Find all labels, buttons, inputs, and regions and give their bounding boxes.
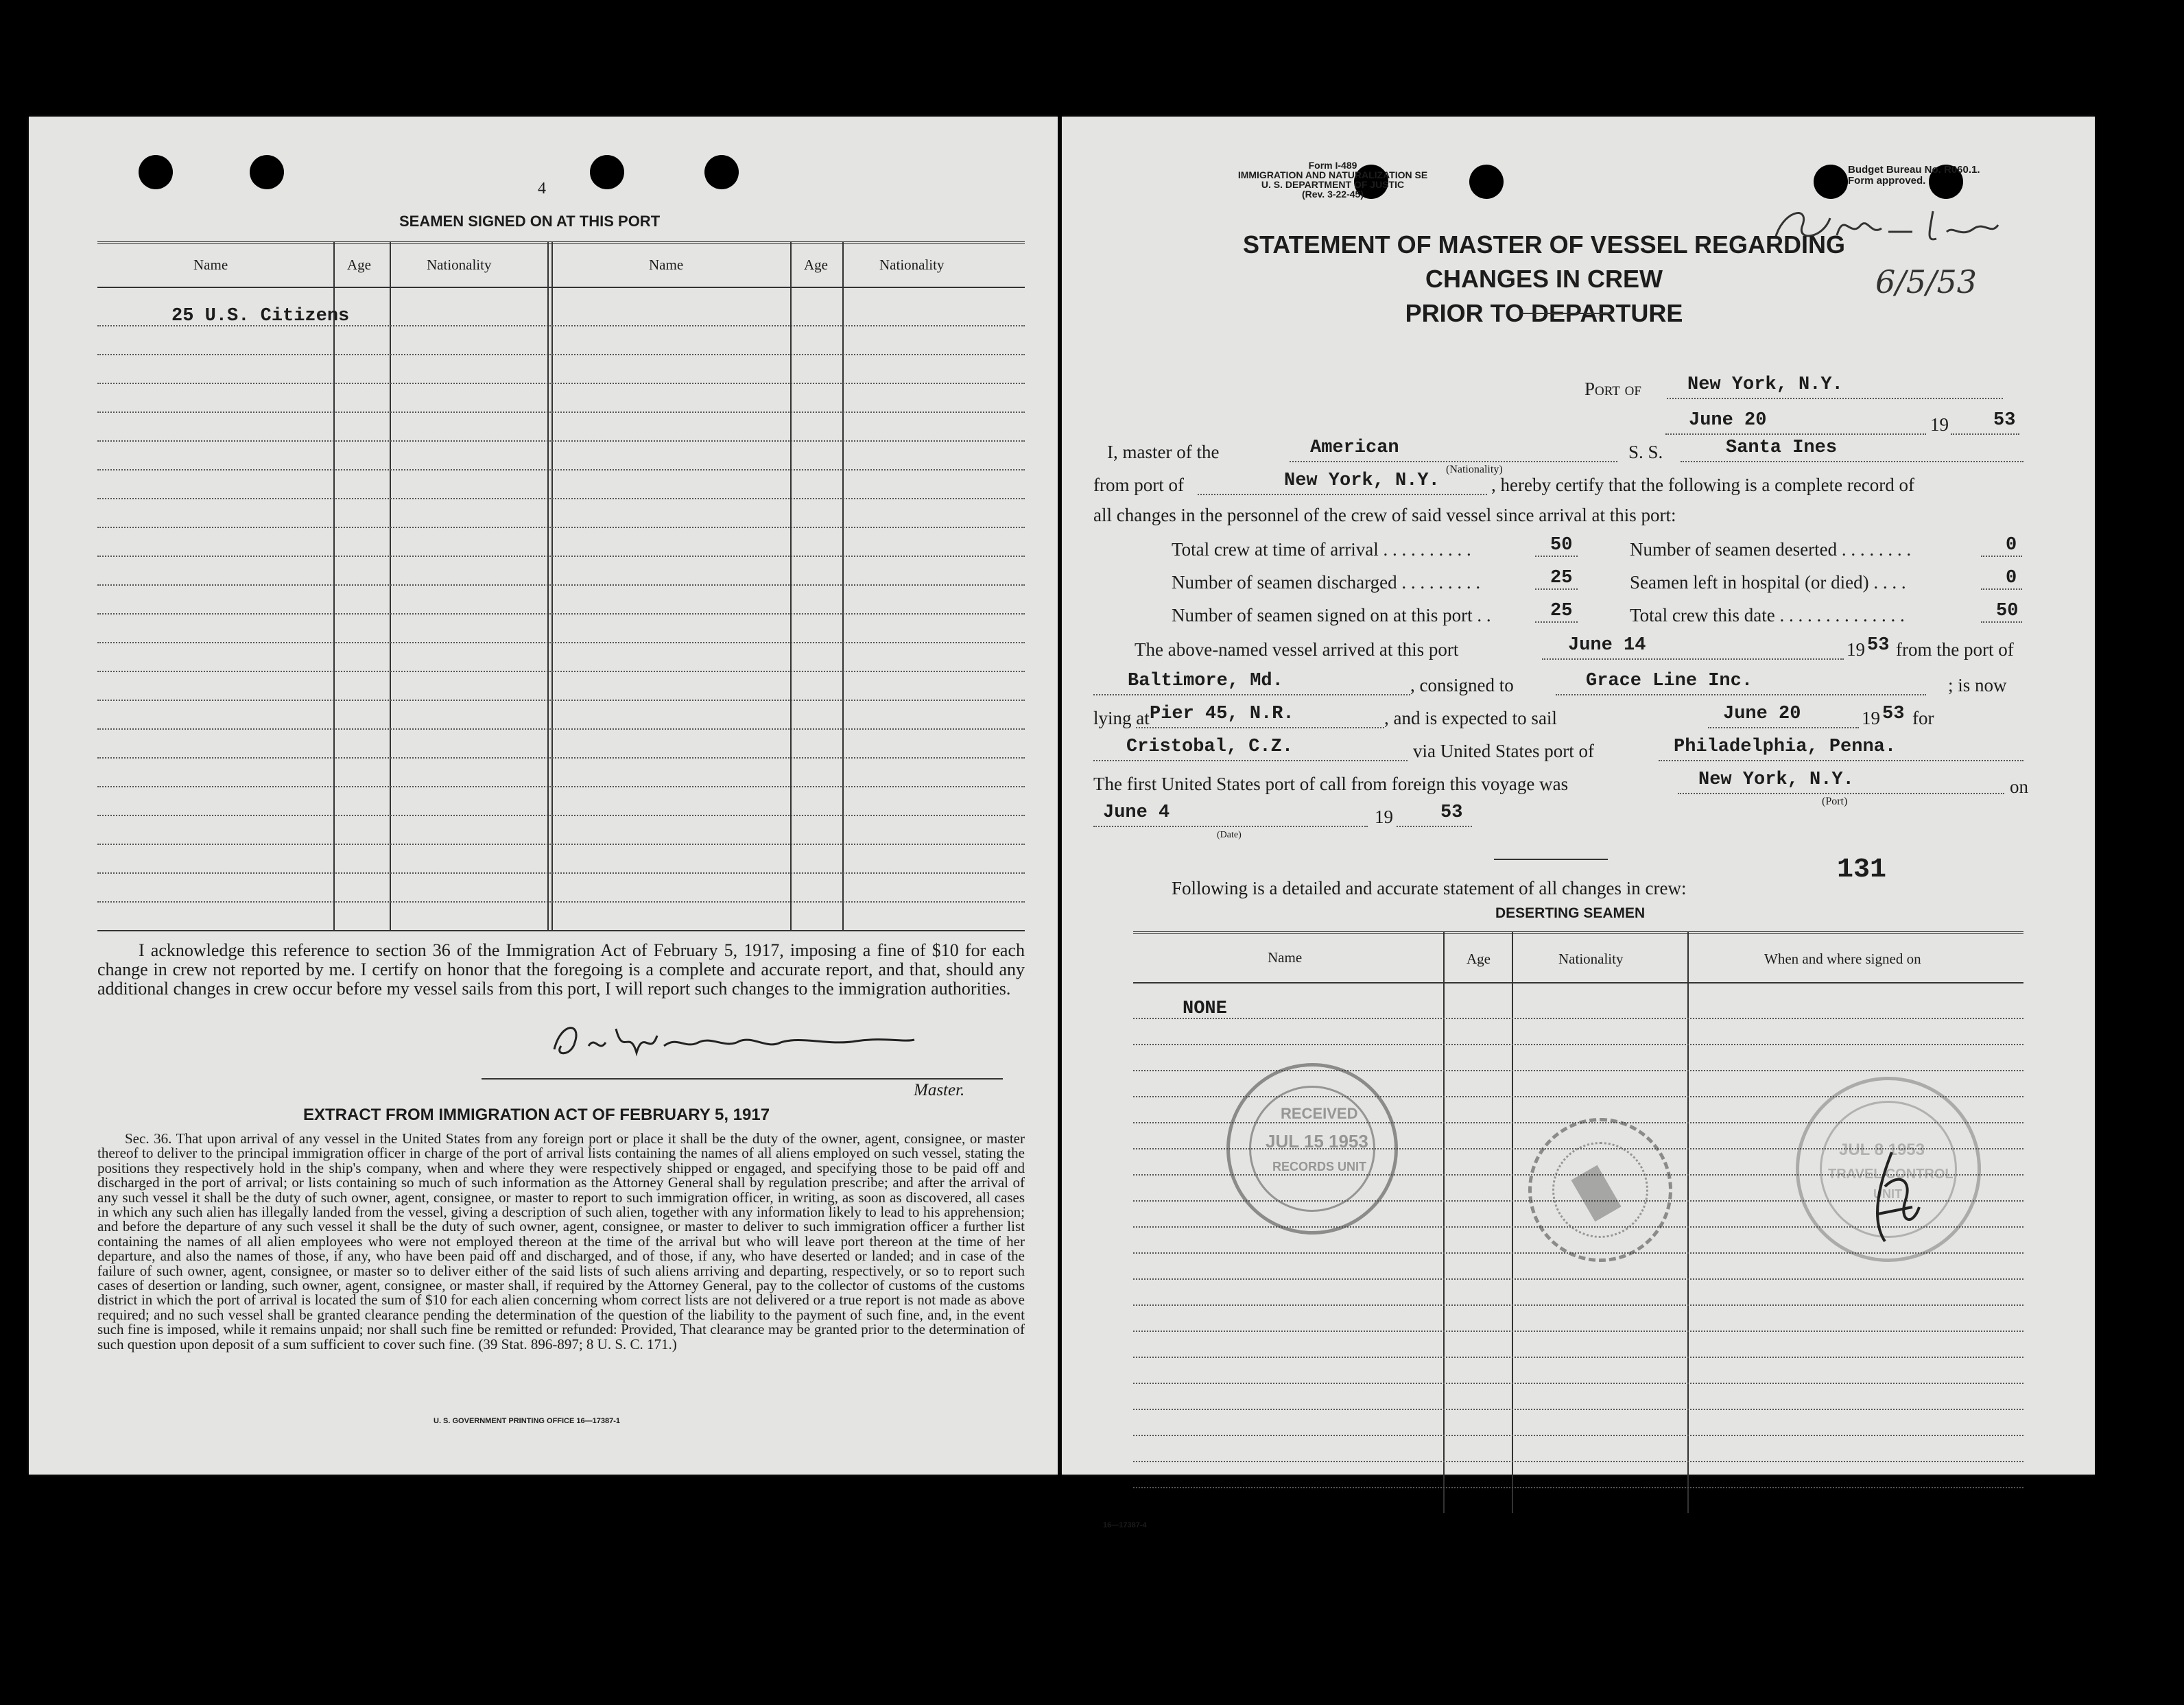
nationality-caption: (Nationality) — [1446, 464, 1503, 475]
stamp-date: JUL 8 1953 — [1839, 1141, 1925, 1159]
pier: Pier 45, N.R. — [1150, 704, 1294, 724]
page-number: 4 — [538, 180, 546, 198]
col-header-name: Name — [1268, 949, 1303, 966]
col-header-nationality: Nationality — [427, 257, 492, 273]
title-line1: STATEMENT OF MASTER OF VESSEL REGARDING CHANGES IN CREW — [1242, 230, 1846, 293]
stat-value: 25 — [1550, 568, 1573, 588]
col-header-name: Name — [649, 257, 684, 273]
stamp-travel-control: TRAVEL CONTROL — [1828, 1167, 1954, 1182]
stat-label: Total crew at time of arrival . . . . . . . . . . — [1172, 539, 1471, 560]
ss-label: S. S. — [1628, 442, 1663, 462]
year-prefix: 19 — [1930, 414, 1949, 435]
punch-hole — [704, 155, 739, 189]
col-header-age: Age — [804, 257, 828, 273]
received-stamp — [1226, 1063, 1398, 1235]
deserting-title: DESERTING SEAMEN — [1495, 905, 1646, 921]
year-prefix: 19 — [1847, 639, 1865, 660]
punch-hole — [250, 155, 284, 189]
certify-text: , hereby certify that the following is a complete record of — [1491, 475, 1915, 495]
stamp-number: 131 — [1837, 855, 1887, 885]
following-text: Following is a detailed and accurate statement of all changes in crew: — [1172, 878, 1687, 898]
port-value: New York, N.Y. — [1687, 374, 1843, 395]
vessel-nationality: American — [1310, 438, 1399, 458]
revision: (Rev. 3-22-45) — [1301, 189, 1364, 200]
handwritten-date: 6/5/53 — [1875, 263, 1978, 300]
first-port: New York, N.Y. — [1698, 770, 1854, 790]
seamen-entry: 25 U.S. Citizens — [171, 306, 350, 326]
title-line2: PRIOR TO DEPARTURE — [1405, 299, 1683, 327]
first-port-label: The first United States port of call from foreign this voyage was — [1093, 774, 1569, 794]
budget-info — [1848, 165, 1980, 187]
sail-year: 53 — [1882, 704, 1905, 724]
punch-hole — [139, 155, 173, 189]
col-header-name: Name — [193, 257, 228, 273]
signature-role: Master. — [914, 1081, 965, 1099]
extract-text: Sec. 36. That upon arrival of any vessel in the United States from any foreign port or place it shall be the duty of the owner, agent, consignee, or master thereof to deliver to the principal immigration officer in charge of the port of arrival lists containing the names of all aliens employed on such vessel, stating the positions they respectively hold in the ship's company, when and where they were respectively shipped or engaged, and specifying those to be paid off and discharged in the port of arrival; or lists containing so much of such information as the Attorney General shall by regulation prescribe; and after the arrival of any such vessel it shall be the duty of such owner, agent, consignee, or master to report to such immigration officer, in writing, as soon as discovered, all cases in which any such alien has illegally landed from the vessel, giving a description of such alien, together with any information likely to lead to his apprehension; and before the departure of any such vessel it shall be the duty of such owner, agent, consignee, or master to deliver to such immigration officer a further list containing the names of all alien employees who were not employed thereon at the time of the arrival but who will leave port thereon at the time of her departure, and also the names of those, if any, who have been paid off and discharged, and of those, if any, who have deserted or landed; and in case of the failure of such owner, agent, consignee, or master so to deliver either of the said lists of such aliens arriving and departing, respectively, or so to report such cases of desertion or landing, such owner, agent, consignee, or master shall, if required by the Attorney General, pay to the collector of customs of the customs district in which the port of arrival is located the sum of $10 for each alien concerning whom correct lists are not delivered or a true report is not made as above required; and no such vessel shall be granted clearance pending the determination of the question of the liability to the payment of such fine, and, in the event such fine is imposed, while it remains unpaid; nor shall such fine be remitted or refunded: Provided, That clearance may be granted prior to the determination of such question upon deposit of a sum sufficient to cover such fine. (39 Stat. 896-897; 8 U. S. C. 171.) — [97, 1130, 1025, 1352]
col-header-when-where: When and where signed on — [1764, 951, 1921, 967]
col-header-nationality: Nationality — [1558, 951, 1624, 967]
stat-value: 50 — [1996, 601, 2019, 621]
stat-value: 50 — [1550, 535, 1573, 556]
statement-date: June 20 — [1689, 410, 1767, 431]
from-port-label: from port of — [1093, 475, 1184, 495]
agency-line1: IMMIGRATION AND NATURALIZATION SE — [1237, 169, 1428, 180]
stat-label: Seamen left in hospital (or died) . . . . — [1630, 572, 1906, 593]
stat-label: Number of seamen deserted . . . . . . . . — [1630, 539, 1912, 560]
left-footer: U. S. GOVERNMENT PRINTING OFFICE 16—17387-1 — [434, 1417, 621, 1425]
agency-line2: U. S. DEPARTMENT OF JUSTIC — [1261, 179, 1405, 190]
stamp-unit: RECORDS UNIT — [1272, 1160, 1367, 1173]
deserting-entry: NONE — [1183, 999, 1227, 1019]
certify-text2: all changes in the personnel of the crew of said vessel since arrival at this port: — [1093, 505, 1676, 525]
first-date: June 4 — [1103, 802, 1170, 823]
form-header — [1220, 160, 1446, 199]
sail-date: June 20 — [1723, 704, 1801, 724]
arrived-date: June 14 — [1568, 635, 1646, 656]
stat-label: Total crew this date . . . . . . . . . . . . . . — [1630, 605, 1905, 625]
round-seal-stamp — [1528, 1118, 1672, 1262]
punch-hole — [590, 155, 624, 189]
ship-name: Santa Ines — [1726, 438, 1838, 458]
stat-label: Number of seamen signed on at this port . . — [1172, 605, 1491, 625]
expected-label: , and is expected to sail — [1384, 708, 1557, 728]
seamen-signed-title: SEAMEN SIGNED ON AT THIS PORT — [399, 213, 661, 230]
stamp-received-label: RECEIVED — [1281, 1105, 1358, 1122]
arrived-year: 53 — [1867, 635, 1890, 656]
date-caption: (Date) — [1217, 830, 1242, 840]
left-page — [29, 117, 1058, 1475]
consigned-label: , consigned to — [1410, 675, 1514, 695]
from-the-port-label: from the port of — [1896, 639, 2014, 660]
year-prefix: 19 — [1375, 807, 1393, 827]
port-label: Port of — [1584, 379, 1641, 399]
from-port-value: New York, N.Y. — [1284, 470, 1440, 491]
right-page — [1062, 117, 2095, 1529]
via-port: Philadelphia, Penna. — [1674, 737, 1897, 757]
is-now-label: ; is now — [1948, 675, 2007, 695]
stat-label: Number of seamen discharged . . . . . . . . . — [1172, 572, 1481, 593]
port-caption: (Port) — [1822, 796, 1848, 807]
first-year: 53 — [1440, 802, 1463, 823]
punch-hole — [1469, 165, 1504, 199]
consignee: Grace Line Inc. — [1586, 671, 1753, 691]
col-header-nationality: Nationality — [879, 257, 945, 273]
for-label: for — [1912, 708, 1934, 728]
master-label: I, master of the — [1107, 442, 1220, 462]
master-signature — [541, 1015, 925, 1063]
stat-value: 0 — [2006, 568, 2017, 588]
col-header-age: Age — [1467, 951, 1491, 967]
form-number: Form I-489 — [1308, 160, 1357, 171]
acknowledgment-text: I acknowledge this reference to section 36 of the Immigration Act of February 5, 1917, imposing a fine of $10 for each change in crew not reported by me. I certify on honor that the foregoing is a complete and accurate report, and that, should any additional changes in crew occur before my vessel sails from this port, I will report such changes to the immigration authorities. — [97, 940, 1025, 999]
origin-port: Baltimore, Md. — [1128, 671, 1283, 691]
col-header-age: Age — [347, 257, 371, 273]
form-title — [1196, 228, 1892, 331]
arrived-label: The above-named vessel arrived at this port — [1135, 639, 1459, 660]
right-footer: 16—17387-4 — [1103, 1521, 1147, 1529]
on-label: on — [2010, 776, 2028, 797]
stamp-unit: UNIT — [1873, 1187, 1902, 1201]
year-prefix: 19 — [1862, 708, 1880, 728]
lying-label: lying at — [1093, 708, 1150, 728]
via-label: via United States port of — [1413, 741, 1594, 761]
punch-hole — [1814, 165, 1848, 199]
stat-value: 0 — [2006, 535, 2017, 556]
budget-line2: Form approved. — [1848, 175, 1926, 187]
destination: Cristobal, C.Z. — [1126, 737, 1294, 757]
officer-initials — [1864, 1145, 1926, 1248]
stat-value: 25 — [1550, 601, 1573, 621]
budget-line1: Budget Bureau No. R060.1. — [1848, 164, 1980, 176]
stamp-date: JUL 15 1953 — [1266, 1131, 1368, 1152]
statement-year: 53 — [1993, 410, 2016, 431]
extract-title: EXTRACT FROM IMMIGRATION ACT OF FEBRUARY 5, 1917 — [303, 1106, 770, 1124]
